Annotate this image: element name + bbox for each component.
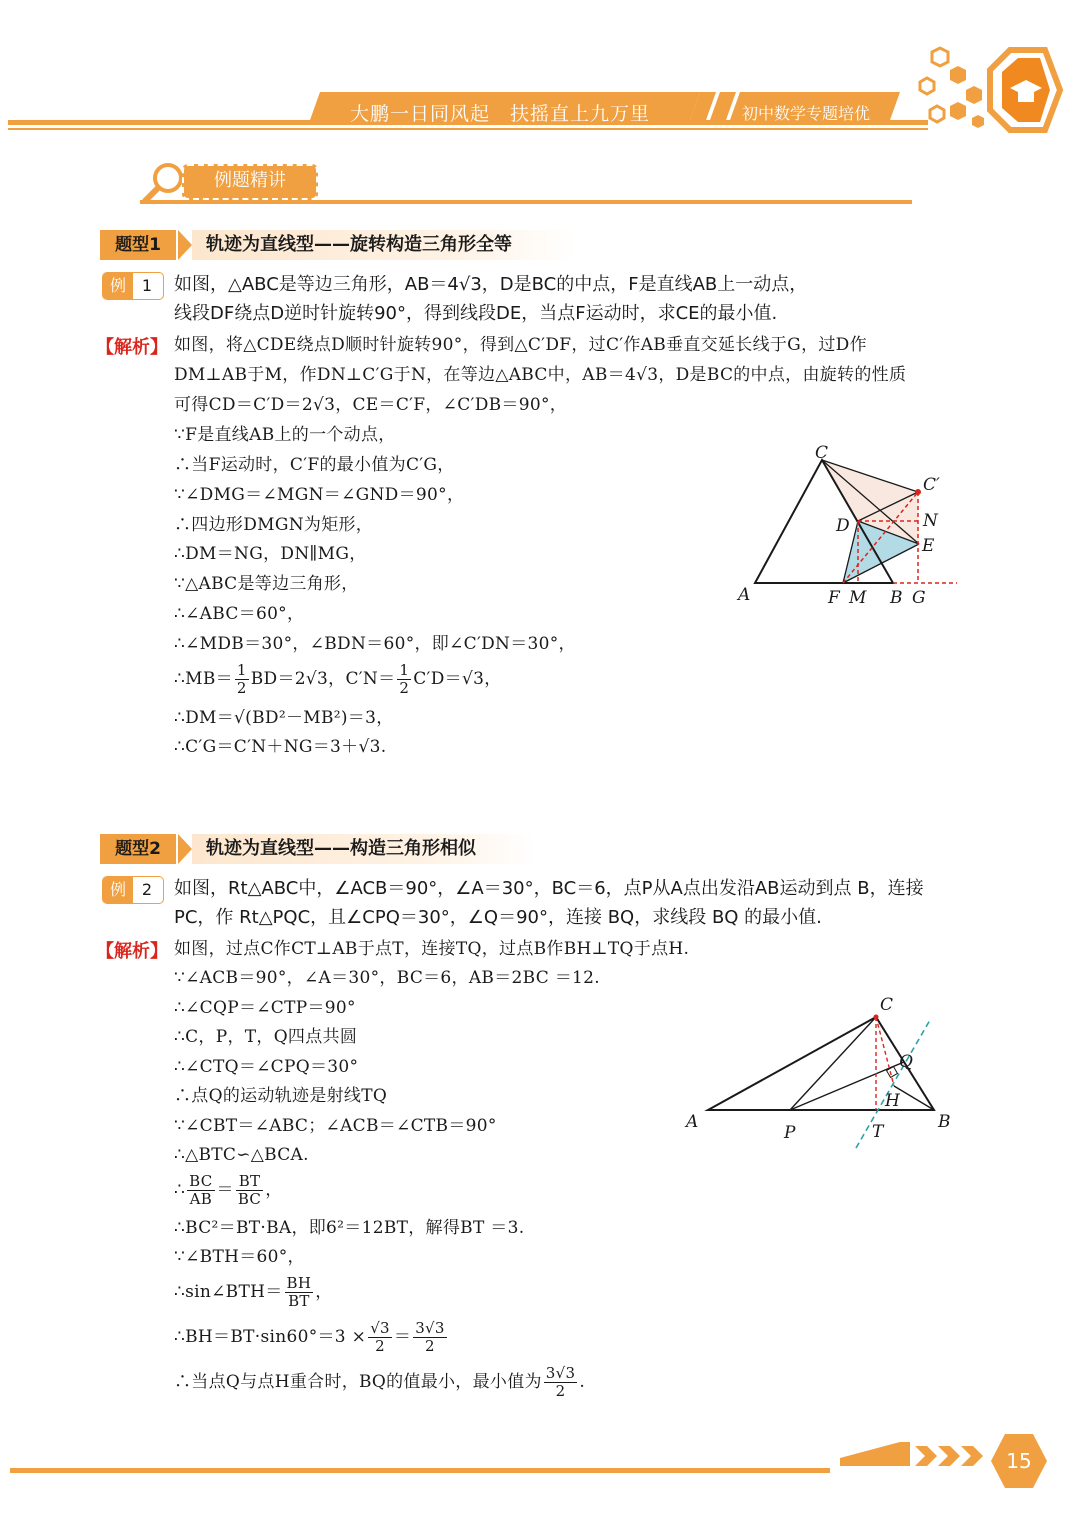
fraction-sqrt3-2 bbox=[368, 1320, 392, 1355]
figure2-diagram bbox=[680, 990, 960, 1160]
figure2-label-h: H bbox=[885, 1091, 900, 1111]
analysis1-line: ∵∠DMG＝∠MGN＝∠GND＝90°， bbox=[174, 485, 465, 505]
fraction-numerator: 3√3 bbox=[415, 1319, 445, 1337]
analysis1-cg-line: ∴C′G＝C′N＋NG＝3＋√3. bbox=[174, 737, 387, 757]
fraction-half bbox=[235, 662, 249, 697]
type1-tag: 题型1 bbox=[100, 230, 176, 260]
figure1-label-e: E bbox=[922, 536, 935, 556]
fraction-denominator: 2 bbox=[425, 1337, 435, 1355]
figure1-label-c: C bbox=[815, 443, 829, 463]
example1-problem-line-2: 线段DF绕点D逆时针旋转90°，得到线段DE，当点F运动时，求CE的最小值. bbox=[174, 303, 778, 324]
fraction-numerator: BT bbox=[236, 1173, 263, 1191]
header-series: 初中数学专题培优 bbox=[742, 104, 871, 123]
type2-title: 轨迹为直线型——构造三角形相似 bbox=[192, 834, 536, 864]
bh-prefix: ∴BH＝BT·sin60°＝3 × bbox=[174, 1327, 367, 1347]
type1-header bbox=[100, 230, 570, 260]
fraction-numerator: 3√3 bbox=[545, 1364, 576, 1382]
example2-problem-line-1: 如图，Rt△ABC中，∠ACB＝90°，∠A＝30°，BC＝6，点P从A点出发沿AB运动到点 B，连接 bbox=[174, 878, 924, 899]
ratio-prefix: ∴ bbox=[174, 1180, 186, 1200]
analysis2-bh-line bbox=[174, 1317, 449, 1357]
analysis1-dm-line: ∴DM＝√(BD²－MB²)＝3， bbox=[174, 708, 394, 728]
example1-tag bbox=[102, 272, 164, 300]
sin-suffix: ， bbox=[315, 1282, 333, 1302]
final-period: . bbox=[579, 1372, 586, 1392]
fraction-numerator: BC bbox=[189, 1172, 213, 1190]
header-motto: 大鹏一日同风起 扶摇直上九万里 bbox=[350, 103, 651, 125]
analysis1-mb-line bbox=[174, 662, 502, 697]
figure2-label-p: P bbox=[784, 1123, 796, 1143]
type1-title: 轨迹为直线型——旋转构造三角形全等 bbox=[192, 230, 576, 260]
mb-text-c: C′D＝√3， bbox=[413, 669, 502, 689]
section-divider bbox=[140, 200, 912, 204]
figure2-label-a: A bbox=[686, 1112, 699, 1132]
analysis2-line: ∴BC²＝BT·BA，即6²＝12BT，解得BT ＝3. bbox=[174, 1218, 525, 1238]
figure1-label-a: A bbox=[738, 585, 751, 605]
analysis1-line: ∵△ABC是等边三角形， bbox=[174, 574, 359, 594]
equals-sign: ＝ bbox=[216, 1180, 234, 1200]
analysis2-line: ∵∠ACB＝90°，∠A＝30°，BC＝6，AB＝2BC ＝12. bbox=[174, 968, 600, 988]
analysis2-ratio-line bbox=[174, 1170, 283, 1210]
figure2-label-q: Q bbox=[899, 1052, 913, 1072]
example2-tag bbox=[102, 876, 164, 904]
fraction-bc-ab bbox=[187, 1173, 214, 1208]
analysis2-line: ∴∠CTQ＝∠CPQ＝30° bbox=[174, 1057, 359, 1077]
example2-label: 例 bbox=[103, 877, 133, 903]
analysis1-label: 【解析】 bbox=[96, 337, 168, 358]
footer-rule bbox=[10, 1468, 830, 1473]
hexagon-logo bbox=[910, 40, 1070, 150]
mb-text-a: ∴MB＝ bbox=[174, 669, 233, 689]
analysis2-line: ∴C，P，T，Q四点共圆 bbox=[174, 1027, 358, 1047]
fraction-numerator: √3 bbox=[370, 1319, 390, 1337]
fraction-denominator: AB bbox=[189, 1190, 213, 1208]
fraction-denominator: BT bbox=[288, 1292, 310, 1310]
example2-number: 2 bbox=[141, 880, 153, 899]
figure1-label-cprime: C′ bbox=[923, 475, 940, 495]
analysis2-line: 如图，过点C作CT⊥AB于点T，连接TQ，过点B作BH⊥TQ于点H. bbox=[174, 939, 690, 959]
fraction-3sqrt3-2 bbox=[413, 1320, 447, 1355]
analysis1-line: ∴当F运动时，C′F的最小值为C′G， bbox=[174, 455, 455, 475]
type2-arrow bbox=[178, 834, 192, 864]
type2-header bbox=[100, 834, 570, 864]
figure2-label-c: C bbox=[880, 995, 894, 1015]
figure2-label-b: B bbox=[938, 1112, 951, 1132]
analysis1-line: ∴∠ABC＝60°， bbox=[174, 604, 305, 624]
fraction-denominator: 2 bbox=[399, 679, 410, 697]
analysis2-line: ∵∠BTH＝60°， bbox=[174, 1247, 305, 1267]
analysis2-line: ∴△BTC∽△BCA. bbox=[174, 1145, 309, 1165]
analysis1-line: 可得CD＝C′D＝2√3，CE＝C′F，∠C′DB＝90°， bbox=[174, 395, 568, 415]
fraction-bt-bc bbox=[236, 1173, 263, 1208]
fraction-numerator: BH bbox=[286, 1274, 312, 1292]
figure1-label-n: N bbox=[923, 511, 938, 531]
fraction-bh-bt bbox=[285, 1275, 314, 1310]
fraction-denominator: 2 bbox=[555, 1382, 566, 1400]
analysis1-line: ∵F是直线AB上的一个动点， bbox=[174, 425, 396, 445]
sin-prefix: ∴sin∠BTH＝ bbox=[174, 1282, 283, 1302]
figure1-label-b: B bbox=[890, 588, 903, 608]
page-number-badge bbox=[990, 1432, 1048, 1490]
analysis1-line: ∴四边形DMGN为矩形， bbox=[174, 515, 374, 535]
analysis1-line: DM⊥AB于M，作DN⊥C′G于N，在等边△ABC中，AB＝4√3，D是BC的中点，由旋转的性质 bbox=[174, 365, 907, 385]
section-title: 例题精讲 bbox=[182, 164, 318, 200]
analysis2-final-line bbox=[174, 1362, 585, 1402]
final-prefix: ∴当点Q与点H重合时，BQ的值最小，最小值为 bbox=[174, 1372, 542, 1392]
fraction-numerator: 1 bbox=[399, 661, 410, 679]
page-number: 15 bbox=[1006, 1449, 1032, 1473]
example1-problem-line-1: 如图，△ABC是等边三角形，AB＝4√3，D是BC的中点，F是直线AB上一动点， bbox=[174, 274, 808, 295]
footer-arrows bbox=[830, 1442, 1000, 1482]
equals-sign: ＝ bbox=[393, 1327, 412, 1347]
example1-number: 1 bbox=[141, 276, 153, 295]
comma: ， bbox=[265, 1180, 283, 1200]
figure1-label-m: M bbox=[849, 588, 867, 608]
analysis1-line: ∴∠MDB＝30°，∠BDN＝60°，即∠C′DN＝30°， bbox=[174, 634, 576, 654]
fraction-denominator: 2 bbox=[375, 1337, 385, 1355]
fraction-numerator: 1 bbox=[236, 661, 247, 679]
type1-arrow bbox=[178, 230, 192, 260]
figure1-diagram bbox=[735, 440, 965, 610]
analysis2-line: ∵∠CBT＝∠ABC；∠ACB＝∠CTB＝90° bbox=[174, 1116, 497, 1136]
fraction-denominator: 2 bbox=[236, 679, 247, 697]
analysis1-line: ∴DM＝NG，DN∥MG， bbox=[174, 544, 367, 564]
figure1-label-f: F bbox=[828, 588, 840, 608]
mb-text-b: BD＝2√3，C′N＝ bbox=[250, 669, 396, 689]
example1-label: 例 bbox=[103, 273, 133, 299]
analysis2-line: ∴∠CQP＝∠CTP＝90° bbox=[174, 998, 356, 1018]
fraction-half bbox=[397, 662, 411, 697]
figure1-label-d: D bbox=[836, 516, 850, 536]
analysis2-line: ∴点Q的运动轨迹是射线TQ bbox=[174, 1086, 388, 1106]
analysis2-label: 【解析】 bbox=[96, 941, 168, 962]
analysis2-sin-line bbox=[174, 1272, 333, 1312]
analysis1-line: 如图，将△CDE绕点D顺时针旋转90°，得到△C′DF，过C′作AB垂直交延长线于G，过D作 bbox=[174, 335, 867, 355]
example2-problem-line-2: PC，作 Rt△PQC，且∠CPQ＝30°，∠Q＝90°，连接 BQ，求线段 BQ 的最小值. bbox=[174, 907, 822, 928]
figure2-label-t: T bbox=[872, 1122, 884, 1142]
figure1-label-g: G bbox=[912, 588, 926, 608]
fraction-denominator: BC bbox=[237, 1190, 262, 1208]
type2-tag: 题型2 bbox=[100, 834, 176, 864]
fraction-3sqrt3-2 bbox=[544, 1365, 578, 1400]
